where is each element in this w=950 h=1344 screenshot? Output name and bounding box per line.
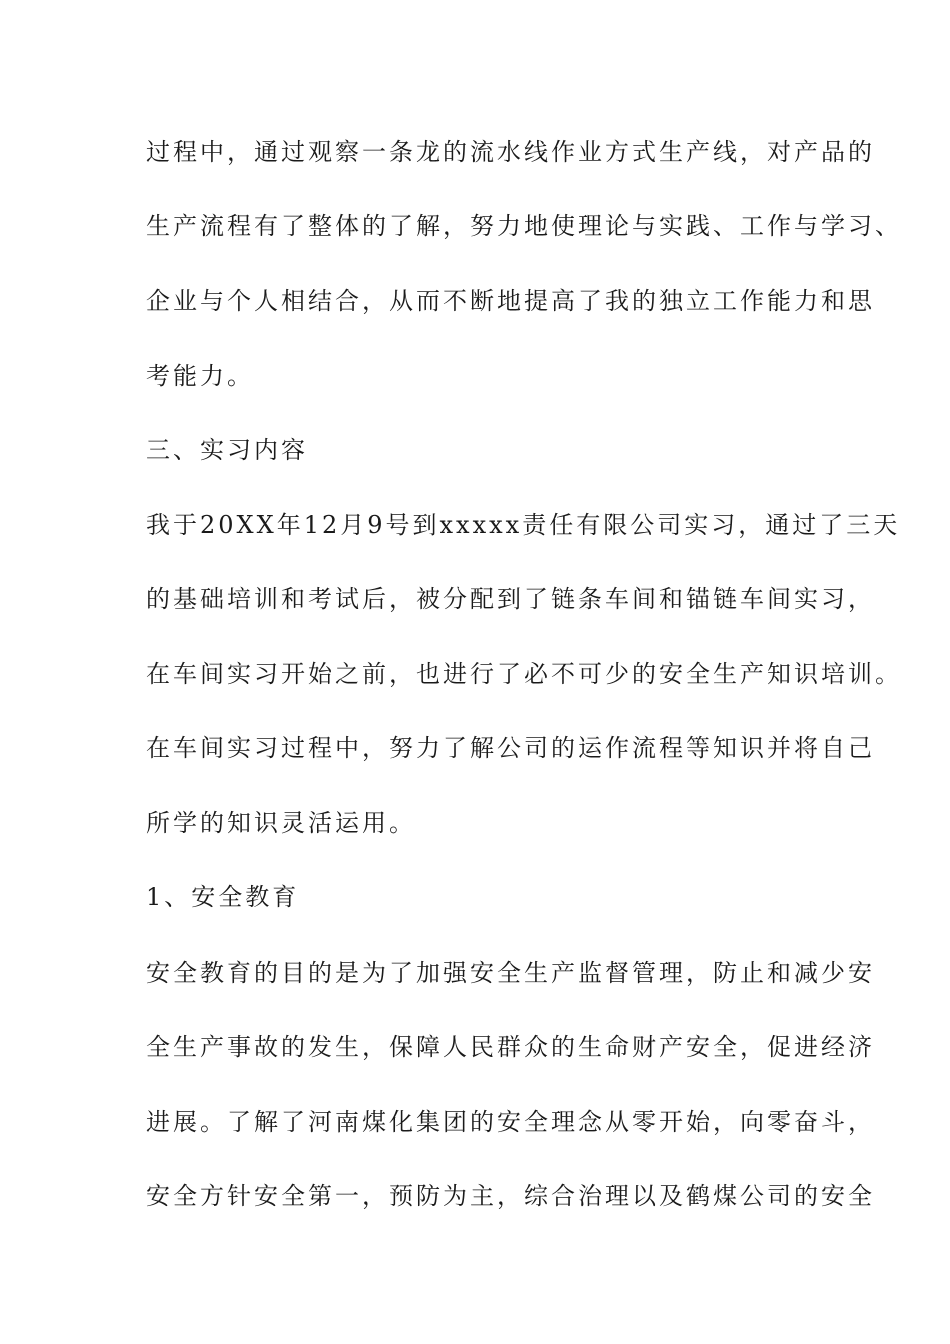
text-line-4: 考能力。 bbox=[146, 362, 254, 390]
text-line-13: 全生产事故的发生，保障人民群众的生命财产安全，促进经济 bbox=[146, 1033, 875, 1061]
section-heading-internship-content: 三、实习内容 bbox=[146, 436, 308, 464]
text-line-7: 的基础培训和考试后，被分配到了链条车间和锚链车间实习， bbox=[146, 585, 875, 613]
text-line-14: 进展。了解了河南煤化集团的安全理念从零开始，向零奋斗， bbox=[146, 1108, 875, 1136]
text-line-2: 生产流程有了整体的了解，努力地使理论与实践、工作与学习、 bbox=[146, 212, 902, 240]
text-line-1: 过程中，通过观察一条龙的流水线作业方式生产线，对产品的 bbox=[146, 138, 875, 166]
text-line-15: 安全方针安全第一，预防为主，综合治理以及鹤煤公司的安全 bbox=[146, 1182, 875, 1210]
text-line-3: 企业与个人相结合，从而不断地提高了我的独立工作能力和思 bbox=[146, 287, 875, 315]
text-line-9: 在车间实习过程中，努力了解公司的运作流程等知识并将自己 bbox=[146, 734, 875, 762]
text-line-10: 所学的知识灵活运用。 bbox=[146, 809, 416, 837]
text-line-12: 安全教育的目的是为了加强安全生产监督管理，防止和减少安 bbox=[146, 959, 875, 987]
text-line-8: 在车间实习开始之前，也进行了必不可少的安全生产知识培训。 bbox=[146, 660, 902, 688]
text-line-6: 我于20XX年12月9号到xxxxx责任有限公司实习，通过了三天 bbox=[146, 511, 901, 539]
subheading-safety-education: 1、安全教育 bbox=[146, 883, 300, 911]
